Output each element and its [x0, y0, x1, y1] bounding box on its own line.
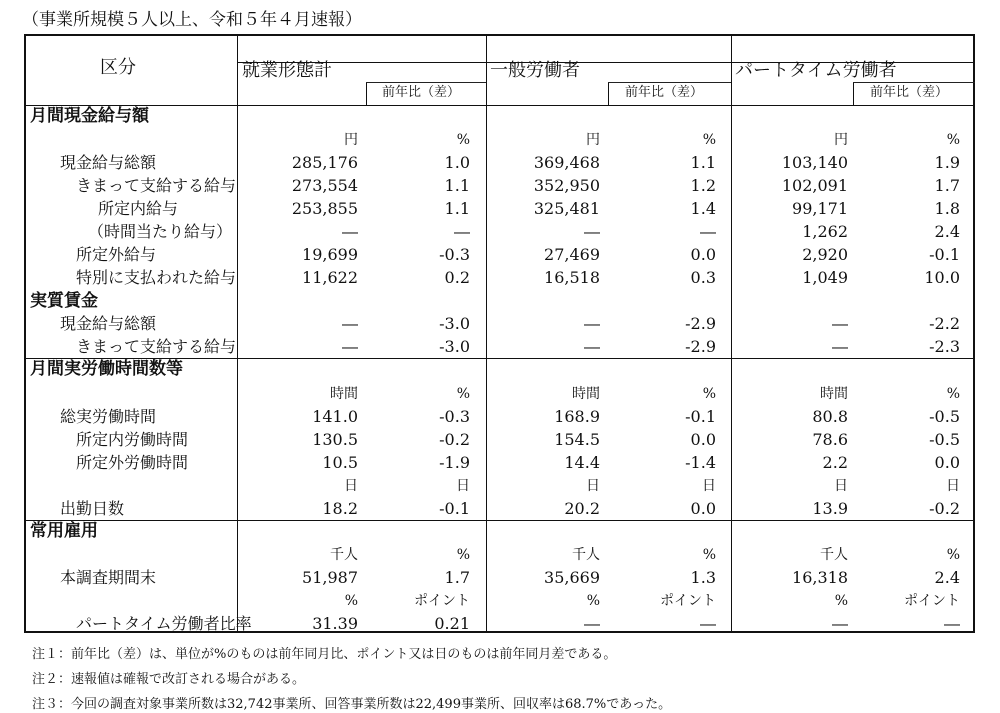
row-label: （時間当たり給与） — [88, 222, 233, 241]
unit-label: 日 — [946, 478, 960, 494]
row-label: 現金給与総額 — [60, 153, 157, 172]
unit-label: 日 — [456, 478, 470, 494]
value-cell: 102,091 — [781, 176, 848, 195]
value-cell: -0.3 — [439, 407, 470, 426]
value-cell: 1.9 — [934, 153, 960, 172]
value-cell: -1.4 — [685, 453, 716, 472]
unit-label: % — [586, 593, 600, 609]
value-cell: 1,049 — [802, 268, 848, 287]
unit-label: ポイント — [660, 593, 716, 609]
section-wage: 月間現金給与額 — [30, 106, 149, 126]
sub-line-1 — [366, 82, 486, 83]
value-cell: 1.1 — [444, 199, 470, 218]
header-sub-general: 前年比（差） — [625, 85, 704, 100]
value-cell: ― — [342, 314, 358, 333]
unit-label: 時間 — [572, 386, 600, 402]
unit-label: % — [344, 593, 358, 609]
header-sub-parttime: 前年比（差） — [870, 85, 949, 100]
header-group-total: 就業形態計 — [242, 60, 332, 81]
value-cell: 1,262 — [802, 222, 848, 241]
section-real-wage: 実質賃金 — [30, 291, 98, 311]
value-cell: 19,699 — [302, 245, 358, 264]
value-cell: 1.4 — [690, 199, 716, 218]
value-cell: 0.0 — [690, 430, 716, 449]
header-sub-total: 前年比（差） — [382, 85, 461, 100]
unit-label: 千人 — [330, 547, 358, 563]
value-cell: -0.3 — [439, 245, 470, 264]
sub-line-2 — [608, 82, 731, 83]
value-cell: -1.9 — [439, 453, 470, 472]
value-cell: 2.4 — [934, 222, 960, 241]
value-cell: 16,318 — [792, 568, 848, 587]
value-cell: -2.9 — [685, 337, 716, 356]
value-cell: -0.5 — [929, 430, 960, 449]
value-cell: 1.7 — [444, 568, 470, 587]
value-cell: ― — [584, 314, 600, 333]
value-cell: -2.9 — [685, 314, 716, 333]
value-cell: 20.2 — [564, 499, 600, 518]
section-hours: 月間実労働時間数等 — [30, 359, 183, 379]
value-cell: ― — [700, 222, 716, 241]
value-cell: -2.2 — [929, 314, 960, 333]
value-cell: 154.5 — [554, 430, 600, 449]
value-cell: 253,855 — [291, 199, 358, 218]
row-label: 本調査期間末 — [60, 568, 157, 587]
col-divider-3 — [731, 36, 732, 633]
value-cell: 2,920 — [802, 245, 848, 264]
value-cell: 0.0 — [690, 499, 716, 518]
unit-label: 円 — [586, 132, 600, 148]
value-cell: 1.0 — [444, 153, 470, 172]
value-cell: -3.0 — [439, 337, 470, 356]
value-cell: 14.4 — [564, 453, 600, 472]
value-cell: 99,171 — [792, 199, 848, 218]
unit-label: % — [456, 547, 470, 563]
unit-label: % — [456, 132, 470, 148]
row-label: 所定外労働時間 — [76, 453, 189, 472]
value-cell: 0.3 — [690, 268, 716, 287]
header-kubun: 区分 — [100, 57, 136, 78]
value-cell: 10.0 — [924, 268, 960, 287]
unit-label: 千人 — [572, 547, 600, 563]
value-cell: 325,481 — [533, 199, 600, 218]
value-cell: 0.2 — [444, 268, 470, 287]
value-cell: ― — [944, 614, 960, 633]
unit-label: 円 — [834, 132, 848, 148]
value-cell: 1.3 — [690, 568, 716, 587]
unit-label: % — [946, 132, 960, 148]
value-cell: 1.7 — [934, 176, 960, 195]
note-3: 注３：今回の調査対象事業所数は32,742事業所、回答事業所数は22,499事業所、回収率は68.7%であった。 — [32, 697, 672, 712]
value-cell: 285,176 — [291, 153, 358, 172]
value-cell: ― — [342, 222, 358, 241]
note-2: 注２：速報値は確報で改訂される場合がある。 — [32, 672, 306, 687]
unit-label: % — [702, 547, 716, 563]
value-cell: 11,622 — [302, 268, 358, 287]
value-cell: 13.9 — [812, 499, 848, 518]
header-group-general: 一般労働者 — [490, 60, 580, 81]
sub-divider-1 — [366, 82, 367, 105]
value-cell: -0.1 — [929, 245, 960, 264]
value-cell: -3.0 — [439, 314, 470, 333]
value-cell: ― — [584, 614, 600, 633]
value-cell: -0.1 — [685, 407, 716, 426]
value-cell: -0.2 — [929, 499, 960, 518]
row-label: きまって支給する給与 — [76, 176, 237, 195]
value-cell: 168.9 — [554, 407, 600, 426]
unit-label: 日 — [702, 478, 716, 494]
value-cell: 10.5 — [322, 453, 358, 472]
unit-label: 日 — [834, 478, 848, 494]
row-label: 所定内給与 — [98, 199, 179, 218]
unit-label: % — [946, 386, 960, 402]
value-cell: 2.2 — [822, 453, 848, 472]
header-group-parttime: パートタイム労働者 — [735, 60, 897, 81]
note-1: 注１：前年比（差）は、単位が%のものは前年同月比、ポイント又は日のものは前年同月差である。 — [32, 647, 617, 662]
value-cell: 80.8 — [812, 407, 848, 426]
unit-label: % — [702, 386, 716, 402]
value-cell: ― — [700, 614, 716, 633]
value-cell: 0.21 — [434, 614, 470, 633]
row-label: 所定外給与 — [76, 245, 157, 264]
value-cell: ― — [832, 614, 848, 633]
value-cell: 273,554 — [291, 176, 358, 195]
value-cell: 352,950 — [533, 176, 600, 195]
row-label: 現金給与総額 — [60, 314, 157, 333]
value-cell: 141.0 — [312, 407, 358, 426]
value-cell: 0.0 — [934, 453, 960, 472]
col-divider-1 — [237, 36, 238, 633]
value-cell: ― — [454, 222, 470, 241]
value-cell: 35,669 — [544, 568, 600, 587]
unit-label: 時間 — [330, 386, 358, 402]
row-label: 特別に支払われた給与 — [76, 268, 237, 287]
row-label: 出勤日数 — [60, 499, 125, 518]
value-cell: 2.4 — [934, 568, 960, 587]
value-cell: 1.1 — [444, 176, 470, 195]
value-cell: -2.3 — [929, 337, 960, 356]
unit-label: % — [456, 386, 470, 402]
unit-label: 日 — [586, 478, 600, 494]
unit-label: 時間 — [820, 386, 848, 402]
sub-divider-2 — [608, 82, 609, 105]
unit-label: ポイント — [904, 593, 960, 609]
unit-label: 日 — [344, 478, 358, 494]
value-cell: 1.2 — [690, 176, 716, 195]
col-divider-2 — [486, 36, 487, 633]
row-label: 所定内労働時間 — [76, 430, 189, 449]
unit-label: % — [946, 547, 960, 563]
unit-label: 千人 — [820, 547, 848, 563]
value-cell: 27,469 — [544, 245, 600, 264]
report-title: （事業所規模５人以上、令和５年４月速報） — [22, 10, 362, 30]
value-cell: 1.8 — [934, 199, 960, 218]
row-label: パートタイム労働者比率 — [76, 614, 252, 633]
value-cell: -0.1 — [439, 499, 470, 518]
unit-label: 円 — [344, 132, 358, 148]
value-cell: ― — [832, 314, 848, 333]
value-cell: ― — [584, 222, 600, 241]
sub-divider-3 — [853, 82, 854, 105]
value-cell: 0.0 — [690, 245, 716, 264]
unit-label: % — [702, 132, 716, 148]
value-cell: 18.2 — [322, 499, 358, 518]
sep-header — [26, 105, 975, 106]
sep-emp — [26, 520, 975, 521]
value-cell: -0.5 — [929, 407, 960, 426]
section-employment: 常用雇用 — [30, 521, 98, 541]
value-cell: ― — [832, 337, 848, 356]
value-cell: -0.2 — [439, 430, 470, 449]
unit-label: ポイント — [414, 593, 470, 609]
row-label: 総実労働時間 — [60, 407, 157, 426]
value-cell: 16,518 — [544, 268, 600, 287]
unit-label: % — [834, 593, 848, 609]
value-cell: ― — [342, 337, 358, 356]
value-cell: 103,140 — [781, 153, 848, 172]
value-cell: 78.6 — [812, 430, 848, 449]
value-cell: 31.39 — [312, 614, 358, 633]
value-cell: 51,987 — [302, 568, 358, 587]
value-cell: ― — [584, 337, 600, 356]
value-cell: 369,468 — [533, 153, 600, 172]
row-label: きまって支給する給与 — [76, 337, 237, 356]
value-cell: 130.5 — [312, 430, 358, 449]
value-cell: 1.1 — [690, 153, 716, 172]
